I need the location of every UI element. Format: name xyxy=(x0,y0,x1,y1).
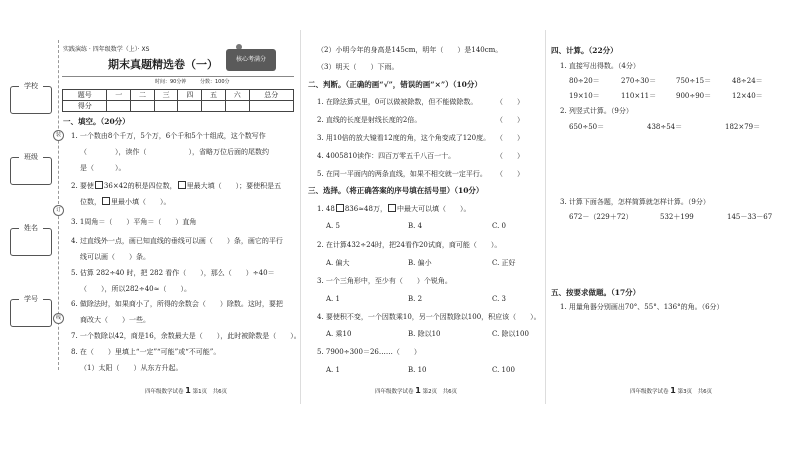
score-header: 三 xyxy=(154,90,178,101)
student-id-box[interactable] xyxy=(10,295,52,327)
binding-mark: 线 xyxy=(53,313,64,324)
name-label: 姓名 xyxy=(19,223,43,233)
vertical-calc: 650÷50＝ xyxy=(569,123,605,131)
direct-calc: 80÷20＝ xyxy=(569,77,600,85)
judge-paren[interactable]: （ ） xyxy=(496,152,524,160)
judge-item: 1. 在除法算式里，0可以做被除数，但不能做除数。 xyxy=(317,98,478,106)
footer-label: 四年级数学试卷 1 第3页 共6页 xyxy=(630,386,713,395)
question-text: 7. 一个数除以42，商是16，余数最大是（ ），此时被除数是（ ）。 xyxy=(71,332,301,340)
section-heading: 五、按要求做题。（17分） xyxy=(551,288,641,297)
choice-option[interactable]: C. 除以100 xyxy=(492,330,529,338)
student-id-label: 学号 xyxy=(19,294,43,304)
score-cell[interactable] xyxy=(131,101,155,112)
section-heading: 一、填空。（20分） xyxy=(63,117,130,126)
choice-question: 3. 一个三角形中，至少有（ ）个锐角。 xyxy=(317,277,452,285)
series-label: 实践演练 · 四年级数学（上）· XS xyxy=(63,46,150,53)
score-header: 题号 xyxy=(63,90,107,101)
score-header: 一 xyxy=(107,90,131,101)
score-header: 六 xyxy=(225,90,249,101)
question-text: 5. 估算 282÷40 时，把 282 看作（ ），那么（ ）÷40＝ xyxy=(71,269,275,277)
choice-option[interactable]: A. 偏大 xyxy=(326,259,350,267)
badge: 核心考满分 xyxy=(226,49,276,71)
page-title: 期末真题精选卷（一） xyxy=(108,58,218,71)
question-text: 线可以画（ ）条。 xyxy=(80,253,150,261)
choice-option[interactable]: C. 3 xyxy=(492,295,507,303)
full-score: 分数：100分 xyxy=(200,79,230,85)
question-text: 3. 计算下面各题，怎样简算就怎样计算。（9分） xyxy=(560,198,710,206)
choice-option[interactable]: B. 2 xyxy=(408,295,423,303)
choice-option[interactable]: B. 偏小 xyxy=(408,259,432,267)
direct-calc: 750÷15＝ xyxy=(676,77,712,85)
choice-option[interactable]: C. 0 xyxy=(492,222,507,230)
choice-option[interactable]: A. 1 xyxy=(326,366,340,374)
score-header: 五 xyxy=(202,90,226,101)
score-table xyxy=(62,89,294,112)
score-header: 四 xyxy=(178,90,202,101)
school-label: 学校 xyxy=(19,81,43,91)
judge-paren[interactable]: （ ） xyxy=(496,116,524,124)
question-text: 1. 用量角器分别画出70°、55°、136°的角。（6分） xyxy=(560,303,724,311)
score-cell[interactable] xyxy=(249,101,293,112)
question-text: 1. 一个数由8个千万，5个万，6个千和5个十组成，这个数写作 xyxy=(71,132,266,140)
page-divider xyxy=(300,30,301,404)
question-text: 2. 要使 36×42的积是四位数， 里最大填（ ）；要使积是五 xyxy=(71,182,282,190)
direct-calc: 900÷90＝ xyxy=(676,92,712,100)
class-box[interactable] xyxy=(10,153,52,185)
vertical-calc: 438÷54＝ xyxy=(647,123,683,131)
question-text: 商改大（ ）一些。 xyxy=(80,316,150,324)
question-text: 4. 过直线外一点，画已知直线的垂线可以画（ ）条，画它的平行 xyxy=(71,237,283,245)
question-text: 8. 在（ ）里填上“一定”“可能”或“不可能”。 xyxy=(71,348,221,356)
binding-mark: 订 xyxy=(53,205,64,216)
section-heading: 三、选择。（将正确答案的序号填在括号里）（10分） xyxy=(308,186,484,195)
direct-calc: 110×11＝ xyxy=(621,92,657,100)
page-divider xyxy=(545,30,546,404)
judge-paren[interactable]: （ ） xyxy=(496,170,524,178)
judge-paren[interactable]: （ ） xyxy=(496,98,524,106)
footer-label: 四年级数学试卷 1 第1页 共6页 xyxy=(145,386,228,395)
question-text: （1）太阳（ ）从东方升起。 xyxy=(80,364,183,372)
judge-item: 4. 4005810读作：四百万零五千八百一十。 xyxy=(317,152,456,160)
question-text: 1. 直接写出得数。（4分） xyxy=(560,62,640,70)
score-header: 二 xyxy=(131,90,155,101)
direct-calc: 48÷24＝ xyxy=(732,77,763,85)
choice-option[interactable]: A. 1 xyxy=(326,295,340,303)
choice-option[interactable]: B. 10 xyxy=(408,366,427,374)
question-text: （3）明天（ ）下雨。 xyxy=(317,63,399,71)
footer-label: 四年级数学试卷 1 第2页 共6页 xyxy=(375,386,458,395)
choice-question: 4. 要使积不变，一个因数乘10，另一个因数除以100，积应该（ ）。 xyxy=(317,313,541,321)
vertical-calc: 182×79＝ xyxy=(725,123,761,131)
binding-mark: 装 xyxy=(53,130,64,141)
score-cell[interactable] xyxy=(178,101,202,112)
title-rule xyxy=(62,76,294,77)
score-cell[interactable] xyxy=(202,101,226,112)
choice-option[interactable]: C. 100 xyxy=(492,366,515,374)
question-text: 2. 列竖式计算。（9分） xyxy=(560,107,633,115)
simplify-calc: 145－33－67 xyxy=(727,213,773,221)
question-text: 6. 做除法时，如果商小了，所得的余数会（ ）除数。这时，要把 xyxy=(71,300,283,308)
question-text: （ ），所以282÷40≈（ ）。 xyxy=(80,285,191,293)
school-box[interactable] xyxy=(10,82,52,114)
simplify-calc: 532＋199 xyxy=(660,213,694,221)
exam-time: 时间：90分钟 xyxy=(155,79,187,85)
choice-question: 1. 48 836≈48万， 中最大可以填（ ）。 xyxy=(317,205,471,213)
choice-option[interactable]: B. 除以10 xyxy=(408,330,441,338)
section-heading: 四、计算。（22分） xyxy=(551,46,618,55)
choice-question: 2. 在计算432÷24时，把24看作20试商，商可能（ ）。 xyxy=(317,241,502,249)
direct-calc: 270÷30＝ xyxy=(621,77,657,85)
choice-option[interactable]: B. 4 xyxy=(408,222,423,230)
judge-paren[interactable]: （ ） xyxy=(496,134,524,142)
question-text: 是（ ）。 xyxy=(80,164,126,172)
score-cell[interactable] xyxy=(154,101,178,112)
choice-option[interactable]: A. 乘10 xyxy=(326,330,352,338)
judge-item: 5. 在同一平面内的两条直线，如果不相交就一定平行。 xyxy=(317,170,487,178)
question-text: （ ），读作（ ），省略万位后面的尾数约 xyxy=(80,148,269,156)
simplify-calc: 672－（229＋72） xyxy=(569,213,633,221)
direct-calc: 19×10＝ xyxy=(569,92,600,100)
score-header: 总分 xyxy=(249,90,293,101)
question-text: 3. 1周角＝（ ）平角＝（ ）直角 xyxy=(71,218,197,226)
judge-item: 2. 直线的长度是射线长度的2倍。 xyxy=(317,116,422,124)
name-box[interactable] xyxy=(10,224,52,256)
score-row-label: 得分 xyxy=(63,101,107,112)
score-cell[interactable] xyxy=(107,101,131,112)
class-label: 班级 xyxy=(19,152,43,162)
judge-item: 3. 用10倍的放大镜看12度的角，这个角变成了120度。 xyxy=(317,134,491,142)
choice-option[interactable]: C. 正好 xyxy=(492,259,516,267)
question-text: 位数， 里最小填（ ）。 xyxy=(80,198,171,206)
score-cell[interactable] xyxy=(225,101,249,112)
section-heading: 二、判断。（正确的画“√”，错误的画“×”）（10分） xyxy=(308,80,482,89)
question-text: （2）小明今年的身高是145cm，明年（ ）是140cm。 xyxy=(317,46,503,54)
choice-question: 5. 7900÷300＝26……（ ） xyxy=(317,348,421,356)
direct-calc: 12×40＝ xyxy=(732,92,763,100)
choice-option[interactable]: A. 5 xyxy=(326,222,340,230)
